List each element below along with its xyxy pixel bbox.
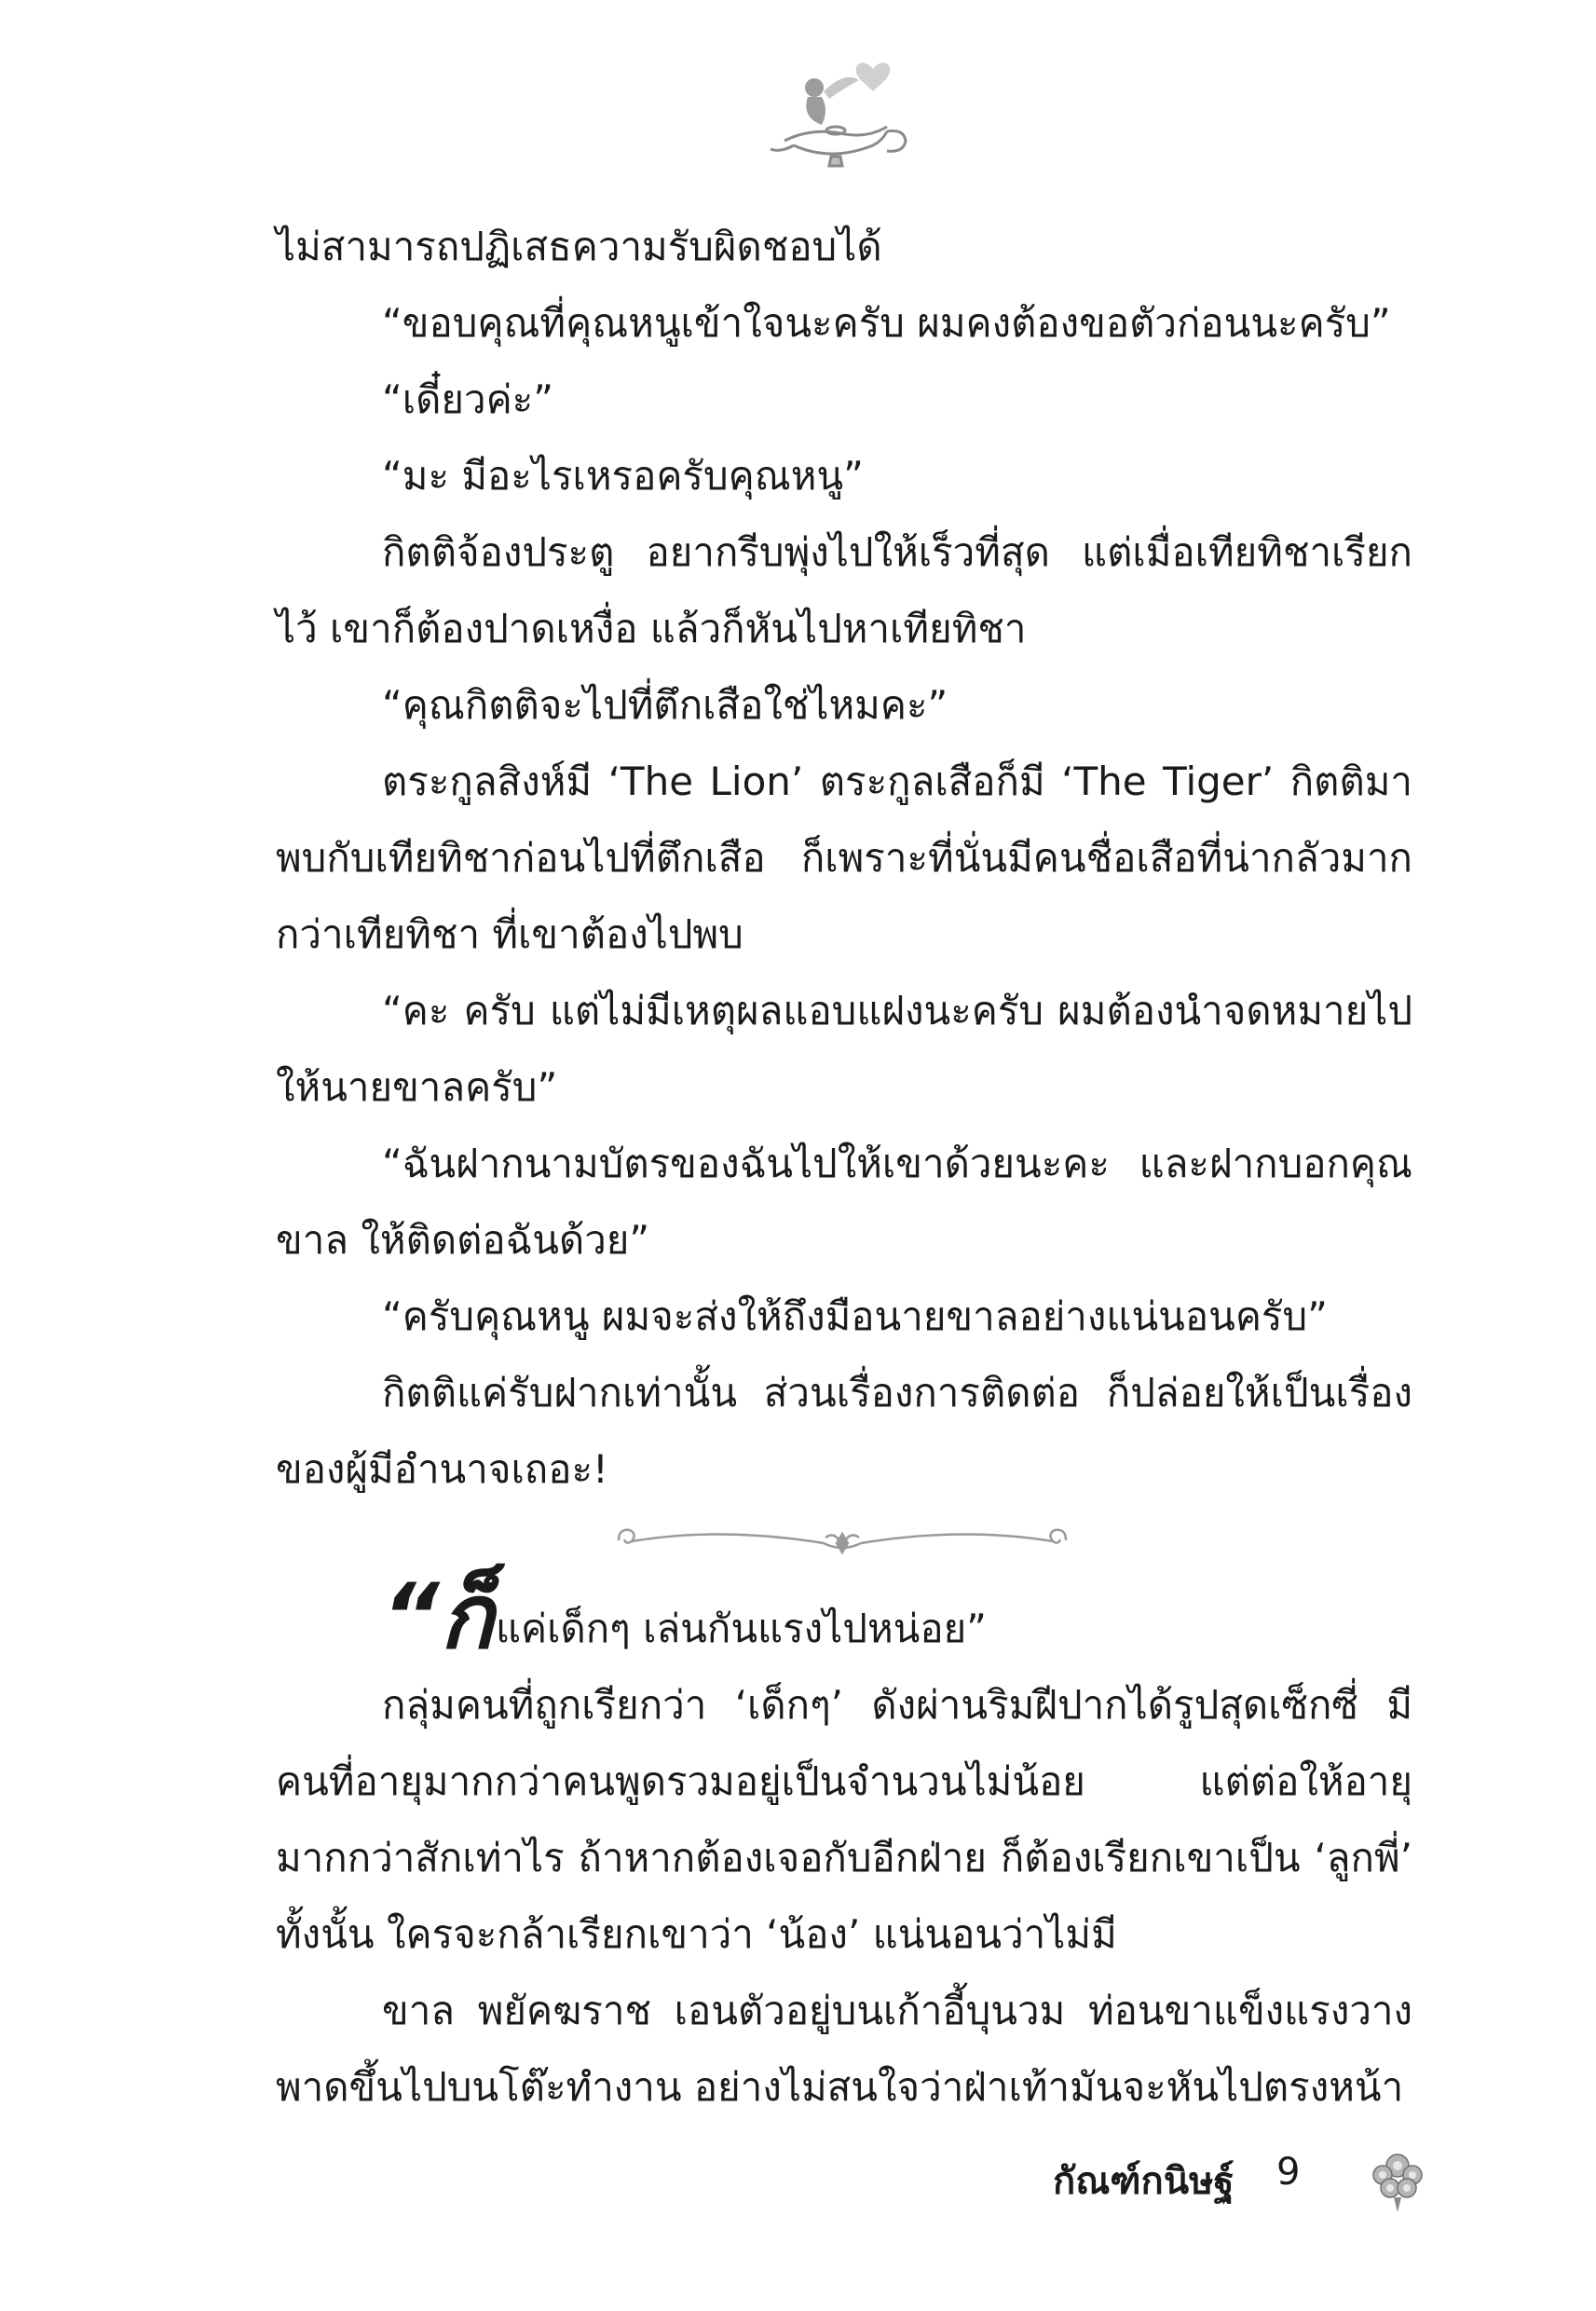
chapter-opening-line [276,1565,1412,1669]
flower-bouquet-icon [1360,2141,1435,2216]
page-footer [1053,2141,1519,2216]
paragraph: “คุณกิตติจะไปที่ตึกเสือใช่ไหมคะ” [382,682,948,728]
genie-lamp-cupid-icon [757,52,915,173]
paragraph: กลุ่มคนที่ถูกเรียกว่า ‘เด็กๆ’ ดังผ่านริมฝีปากได้รูปสุดเซ็กซี่ มีคนที่อายุมากกว่าคนพูดรวมอยู่เป็นจำนวนไม่น้อย แต่ต่อให้อายุมากกว่าสักเท่าไร ถ้าหากต้องเจอกับอีกฝ่าย ก็ต้องเรียกเขาเป็น ‘ลูกพี่’ ทั้งนั้น ใครจะกล้าเรียกเขาว่า ‘น้อง’ แน่นอนว่าไม่มี [276,1682,1412,1957]
paragraph: กิตติจ้องประตู อยากรีบพุ่งไปให้เร็วที่สุด แต่เมื่อเทียทิชาเรียกไว้ เขาก็ต้องปาดเหงื่อ แล้วก็หันไปหาเทียทิชา [276,529,1412,651]
paragraph: “มะ มีอะไรเหรอครับคุณหนู” [382,453,864,499]
paragraph: “คะ ครับ แต่ไม่มีเหตุผลแอบแฝงนะครับ ผมต้องนำจดหมายไปให้นายขาลครับ” [276,988,1412,1110]
paragraph: ขาล พยัคฆราช เอนตัวอยู่บนเก้าอี้บุนวม ท่อนขาแข็งแรงวางพาดขึ้นไปบนโต๊ะทำงาน อย่างไม่สนใจว่าฝ่าเท้ามันจะหันไปตรงหน้า [276,1988,1412,2110]
paragraph: “ฉันฝากนามบัตรของฉันไปให้เขาด้วยนะคะ และฝากบอกคุณขาล ให้ติดต่อฉันด้วย” [276,1141,1412,1263]
paragraph: ตระกูลสิงห์มี ‘The Lion’ ตระกูลเสือก็มี ‘The Tiger’ กิตติมาพบกับเทียทิชาก่อนไปที่ตึกเสือ ก็เพราะที่นั่นมีคนชื่อเสือที่น่ากลัวมากกว่าเทียทิชา ที่เขาต้องไปพบ [276,759,1412,957]
body-text-section-1 [276,209,1412,1508]
paragraph: กิตติแค่รับฝากเท่านั้น ส่วนเรื่องการติดต่อ ก็ปล่อยให้เป็นเรื่องของผู้มีอำนาจเถอะ! [276,1370,1412,1492]
page-number: 9 [1276,2151,1301,2194]
paragraph: “เดี๋ยวค่ะ” [382,376,553,422]
paragraph: ไม่สามารถปฏิเสธความรับผิดชอบได้ [276,224,882,269]
author-name: กัณฑ์กนิษฐ์ [1053,2160,1235,2203]
opening-text: แค่เด็กๆ เล่นกันแรงไปหน่อย” [495,1606,987,1651]
paragraph: “ครับคุณหนู ผมจะส่งให้ถึงมือนายขาลอย่างแน่นอนครับ” [382,1293,1328,1339]
body-text-section-2 [276,1565,1412,2126]
swirl-divider-icon [609,1517,1075,1564]
drop-cap: “ก็ [382,1565,494,1669]
paragraph: “ขอบคุณที่คุณหนูเข้าใจนะครับ ผมคงต้องขอตัวก่อนนะครับ” [382,300,1391,346]
